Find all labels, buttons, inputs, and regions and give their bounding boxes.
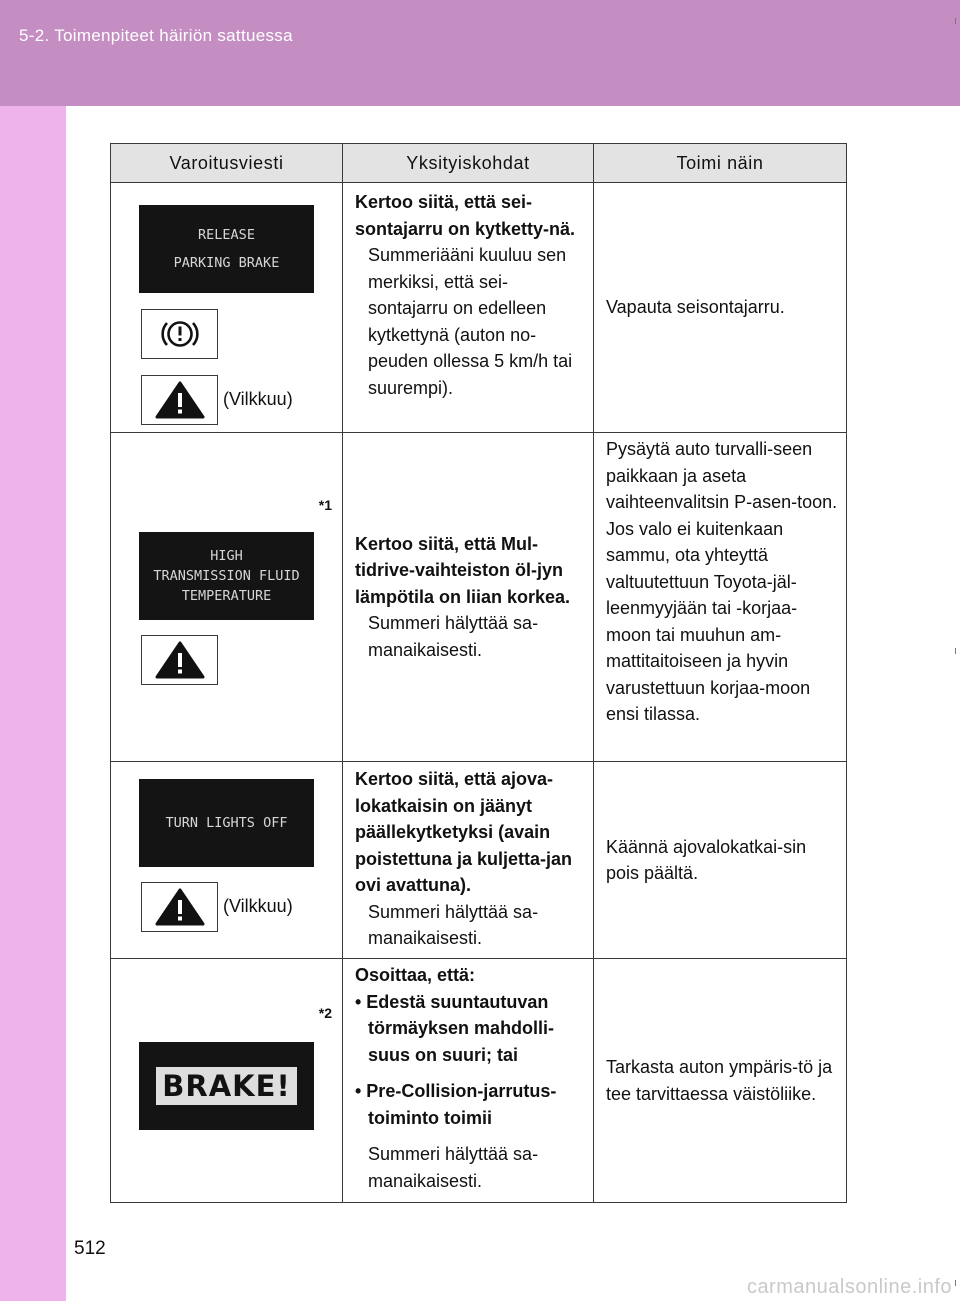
action-cell [594, 959, 847, 1203]
detail-bullet: • Edestä suuntautuvan törmäyksen mahdolli-suus on suuri; tai [355, 991, 555, 1065]
page-number: 512 [74, 1238, 106, 1259]
display-turn-lights-off [139, 779, 314, 867]
flashing-label: (Vilkkuu) [223, 896, 293, 916]
watermark: carmanualsonline.info [746, 1276, 952, 1298]
display-brake [139, 1042, 314, 1130]
detail-text: Summeri hälyttää sa-manaikaisesti. [368, 613, 539, 660]
action-text: Pysäytä auto turvalli-seen paikkaan ja aseta vaihteenvalitsin P-asen-toon. Jos valo ei kuitenkaan sammu, ota yhteyttä valtuutettuun Toyota-jäl-leenmyyjään tai -korjaa-moon tai muuhun am-mattitaitoiseen ja hyvin varustettuun korjaa-moon ensi tilassa. [606, 439, 838, 724]
brake-warning-icon [158, 316, 202, 352]
warning-cell [111, 183, 343, 433]
warning-table [110, 143, 847, 1203]
display-line: TRANSMISSION FLUID [153, 568, 300, 584]
warning-cell [111, 433, 343, 762]
details-cell [343, 959, 594, 1203]
detail-title: Kertoo siitä, että Mul-tidrive-vaihteiston öl-jyn lämpötila on liian korkea. [355, 533, 571, 607]
display-line: TURN LIGHTS OFF [165, 815, 288, 831]
table-row [111, 433, 847, 762]
display-line: RELEASE [198, 227, 255, 243]
detail-title: Osoittaa, että: [355, 965, 476, 985]
warning-triangle-icon [154, 640, 206, 680]
brake-warning-light [141, 309, 218, 359]
display-line: TEMPERATURE [181, 588, 272, 604]
footnote-mark: *2 [318, 1005, 332, 1021]
action-cell [594, 762, 847, 959]
footnote-mark: *1 [318, 497, 332, 513]
action-text: Vapauta seisontajarru. [606, 297, 785, 318]
table-row [111, 959, 847, 1203]
crop-mark [955, 18, 956, 24]
section-title: 5-2. Toimenpiteet häiriön sattuessa [19, 26, 293, 45]
table-row [111, 762, 847, 959]
warning-cell [111, 762, 343, 959]
crop-mark [955, 648, 956, 654]
warning-cell [111, 959, 343, 1203]
detail-bullet: • Pre-Collision-jarrutus-toiminto toimii [355, 1081, 557, 1128]
crop-mark [955, 1280, 956, 1286]
display-release-parking-brake [139, 205, 314, 293]
detail-text: Summeri hälyttää sa-manaikaisesti. [368, 1144, 539, 1191]
details-cell [343, 183, 594, 433]
master-warning-light [141, 882, 218, 932]
display-line: PARKING BRAKE [173, 255, 280, 271]
header-details: Yksityiskohdat [343, 144, 594, 183]
action-text: Käännä ajovalokatkai-sin pois päältä. [606, 836, 807, 883]
detail-title: Kertoo siitä, että ajova-lokatkaisin on jäänyt päällekytketyksi (avain poistettuna ja kuljetta-jan ovi avattuna). [355, 769, 573, 895]
action-text: Tarkasta auton ympäris-tö ja tee tarvittaessa väistöliike. [606, 1057, 833, 1104]
master-warning-light [141, 635, 218, 685]
flashing-label: (Vilkkuu) [223, 389, 293, 409]
header-warning: Varoitusviesti [111, 144, 343, 183]
display-high-transmission-fluid-temperature [139, 532, 314, 620]
action-cell [594, 433, 847, 762]
warning-triangle-icon [154, 380, 206, 420]
warning-triangle-icon [154, 887, 206, 927]
header-action: Toimi näin [594, 144, 847, 183]
master-warning-light [141, 375, 218, 425]
detail-text: Summeri hälyttää sa-manaikaisesti. [368, 901, 539, 948]
detail-text: Summeriääni kuuluu sen merkiksi, että sei-sontajarru on edelleen kytkettynä (auton no-peuden ollessa 5 km/h tai suurempi). [368, 245, 573, 398]
details-cell [343, 762, 594, 959]
details-cell [343, 433, 594, 762]
action-cell [594, 183, 847, 433]
table-header-row [111, 144, 847, 183]
table-row [111, 183, 847, 433]
detail-title: Kertoo siitä, että sei-sontajarru on kytketty-nä. [355, 192, 576, 239]
display-line: HIGH [210, 548, 243, 564]
side-strip [0, 106, 66, 1301]
brake-text: BRAKE! [156, 1067, 296, 1105]
page-header [0, 0, 960, 106]
